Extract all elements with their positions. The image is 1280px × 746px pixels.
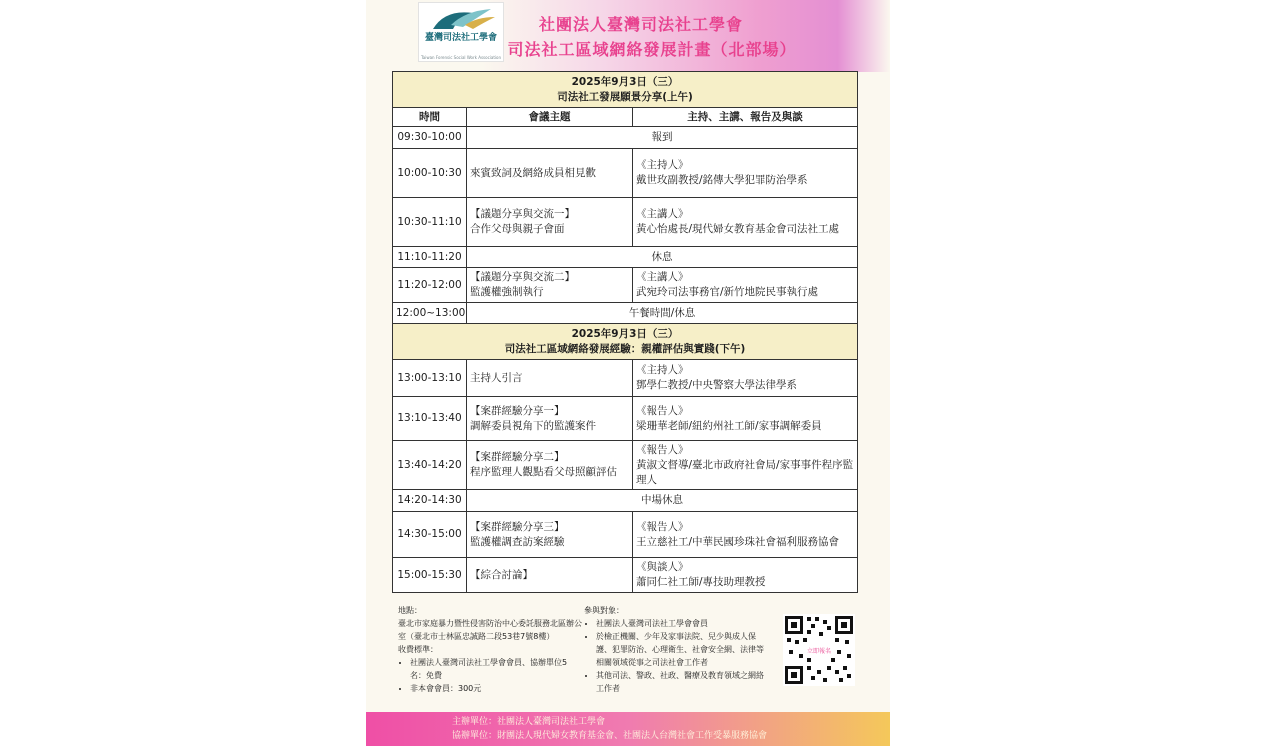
col-speaker: 主持、主講、報告及與談 bbox=[633, 108, 858, 127]
speaker-role: 《報告人》 bbox=[636, 404, 689, 417]
row-time: 11:20-12:00 bbox=[393, 268, 467, 303]
logo-subtitle: Taiwan Forensic Social Work Association bbox=[420, 55, 501, 60]
row-speaker bbox=[633, 512, 858, 558]
row-time: 09:30-10:00 bbox=[393, 127, 467, 149]
topic-line: 程序監理人觀點看父母照顧評估 bbox=[470, 466, 617, 478]
row-speaker bbox=[633, 198, 858, 247]
row-topic bbox=[467, 360, 633, 397]
audience-item: • 社團法人臺灣司法社工學會會員 bbox=[596, 617, 766, 630]
row-topic bbox=[467, 149, 633, 198]
speaker-role: 《報告人》 bbox=[636, 520, 689, 533]
qr-caption: 立即報名 bbox=[806, 648, 832, 655]
fee-label: 收費標準： bbox=[398, 645, 438, 654]
row-topic bbox=[467, 268, 633, 303]
speaker-name: 王立慈社工/中華民國珍珠社會福利服務協會 bbox=[636, 535, 840, 548]
table-row bbox=[393, 360, 858, 397]
audience-list bbox=[584, 617, 766, 695]
column-header-row bbox=[393, 108, 858, 127]
venue-and-fee bbox=[398, 604, 583, 695]
audience-item: • 其他司法、警政、社政、醫療及教育領域之網絡工作者 bbox=[596, 669, 766, 695]
topic-line: 監護權調查訪案經驗 bbox=[470, 535, 565, 548]
row-time: 11:10-11:20 bbox=[393, 247, 467, 268]
row-speaker bbox=[633, 268, 858, 303]
registration-qr-code[interactable] bbox=[783, 614, 855, 686]
table-row bbox=[393, 127, 858, 149]
row-topic bbox=[467, 397, 633, 441]
speaker-role: 《報告人》 bbox=[636, 443, 689, 456]
table-row bbox=[393, 512, 858, 558]
organizer: 主辦單位：社團法人臺灣司法社工學會 bbox=[452, 717, 606, 727]
table-row bbox=[393, 149, 858, 198]
logo-name: 臺灣司法社工學會 bbox=[424, 33, 497, 43]
topic-line: 【案群經驗分享三】 bbox=[470, 520, 565, 533]
col-topic: 會議主題 bbox=[467, 108, 633, 127]
bird-logo-icon bbox=[425, 7, 497, 33]
afternoon-header-row bbox=[393, 324, 858, 360]
row-time: 14:20-14:30 bbox=[393, 490, 467, 512]
table-row bbox=[393, 303, 858, 324]
speaker-role: 《主持人》 bbox=[636, 364, 689, 376]
row-topic bbox=[467, 198, 633, 247]
morning-header-row bbox=[393, 72, 858, 108]
table-row bbox=[393, 558, 858, 593]
speaker-name: 戴世玫副教授/銘傳大學犯罪防治學系 bbox=[636, 174, 808, 186]
topic-line: 主持人引言 bbox=[470, 371, 523, 384]
association-logo bbox=[418, 2, 504, 62]
row-time: 10:30-11:10 bbox=[393, 198, 467, 247]
topic-line: 調解委員視角下的監護案件 bbox=[470, 419, 596, 432]
audience-section bbox=[584, 604, 766, 695]
morning-date: 2025年9月3日（三） bbox=[571, 75, 679, 88]
topic-line: 合作父母與親子會面 bbox=[470, 223, 565, 235]
speaker-role: 《與談人》 bbox=[636, 561, 689, 573]
row-full: 中場休息 bbox=[467, 490, 858, 512]
row-full: 午餐時間/休息 bbox=[467, 303, 858, 324]
speaker-name: 黃淑文督導/臺北市政府社會局/家事事件程序監理人 bbox=[636, 458, 854, 486]
schedule-table bbox=[392, 71, 858, 593]
row-time: 12:00~13:00 bbox=[393, 303, 467, 324]
row-speaker bbox=[633, 558, 858, 593]
fee-item: • 社團法人臺灣司法社工學會會員、協辦單位5名：免費 bbox=[410, 656, 583, 682]
afternoon-session: 司法社工區域網絡發展經驗：親權評估與實踐(下午) bbox=[504, 342, 746, 355]
table-row bbox=[393, 397, 858, 441]
afternoon-header bbox=[393, 324, 858, 360]
topic-line: 來賓致詞及網絡成員相見歡 bbox=[470, 166, 596, 179]
row-time: 13:40-14:20 bbox=[393, 441, 467, 490]
poster bbox=[366, 0, 890, 746]
co-organizer: 協辦單位：財團法人現代婦女教育基金會、社團法人台灣社會工作受暴服務協會 bbox=[452, 731, 768, 741]
row-time: 14:30-15:00 bbox=[393, 512, 467, 558]
row-speaker bbox=[633, 149, 858, 198]
audience-item: • 於檢正機關、少年及家事法院、兒少與成人保護、犯罪防治、心理衛生、社會安全網、法律等相關領域從事之司法社會工作者 bbox=[596, 630, 766, 669]
table-row bbox=[393, 490, 858, 512]
speaker-name: 鄧學仁教授/中央警察大學法律學系 bbox=[636, 379, 798, 391]
row-time: 10:00-10:30 bbox=[393, 149, 467, 198]
row-time: 13:00-13:10 bbox=[393, 360, 467, 397]
row-time: 15:00-15:30 bbox=[393, 558, 467, 593]
row-topic bbox=[467, 558, 633, 593]
row-topic bbox=[467, 441, 633, 490]
speaker-role: 《主持人》 bbox=[636, 159, 689, 171]
audience-label: 參與對象： bbox=[584, 606, 624, 615]
speaker-name: 蕭同仁社工師/專技助理教授 bbox=[636, 576, 766, 588]
topic-line: 【案群經驗分享一】 bbox=[470, 404, 565, 417]
col-time: 時間 bbox=[393, 108, 467, 127]
speaker-name: 梁珊華老師/紐約州社工師/家事調解委員 bbox=[636, 419, 822, 432]
row-speaker bbox=[633, 441, 858, 490]
table-row bbox=[393, 198, 858, 247]
venue-label: 地點： bbox=[398, 606, 422, 615]
poster-title-line1: 社團法人臺灣司法社工學會 bbox=[538, 15, 743, 34]
speaker-role: 《主講人》 bbox=[636, 271, 689, 283]
speaker-name: 武宛玲司法事務官/新竹地院民事執行處 bbox=[636, 286, 819, 298]
fee-item: • 非本會會員：300元 bbox=[410, 682, 583, 695]
row-topic bbox=[467, 512, 633, 558]
venue-address: 臺北市家庭暴力暨性侵害防治中心委託服務北區辦公室（臺北市士林區忠誠路二段53巷7號8樓） bbox=[398, 619, 582, 641]
table-row bbox=[393, 247, 858, 268]
speaker-name: 黃心怡處長/現代婦女教育基金會司法社工處 bbox=[636, 223, 840, 235]
topic-line: 監護權強制執行 bbox=[470, 286, 544, 298]
morning-header bbox=[393, 72, 858, 108]
table-row bbox=[393, 441, 858, 490]
row-full: 休息 bbox=[467, 247, 858, 268]
afternoon-date: 2025年9月3日（三） bbox=[571, 327, 679, 340]
speaker-role: 《主講人》 bbox=[636, 208, 689, 220]
fee-list bbox=[398, 656, 583, 695]
footer-banner bbox=[366, 712, 890, 746]
topic-line: 【案群經驗分享二】 bbox=[470, 451, 565, 463]
row-time: 13:10-13:40 bbox=[393, 397, 467, 441]
row-speaker bbox=[633, 360, 858, 397]
topic-line: 【議題分享與交流一】 bbox=[470, 208, 575, 220]
row-full: 報到 bbox=[467, 127, 858, 149]
row-speaker bbox=[633, 397, 858, 441]
topic-line: 【議題分享與交流二】 bbox=[470, 271, 575, 283]
morning-session: 司法社工發展願景分享(上午) bbox=[557, 90, 693, 103]
poster-title-line2: 司法社工區域網絡發展計畫（北部場） bbox=[507, 40, 797, 59]
topic-line: 【綜合討論】 bbox=[470, 568, 533, 581]
table-row bbox=[393, 268, 858, 303]
